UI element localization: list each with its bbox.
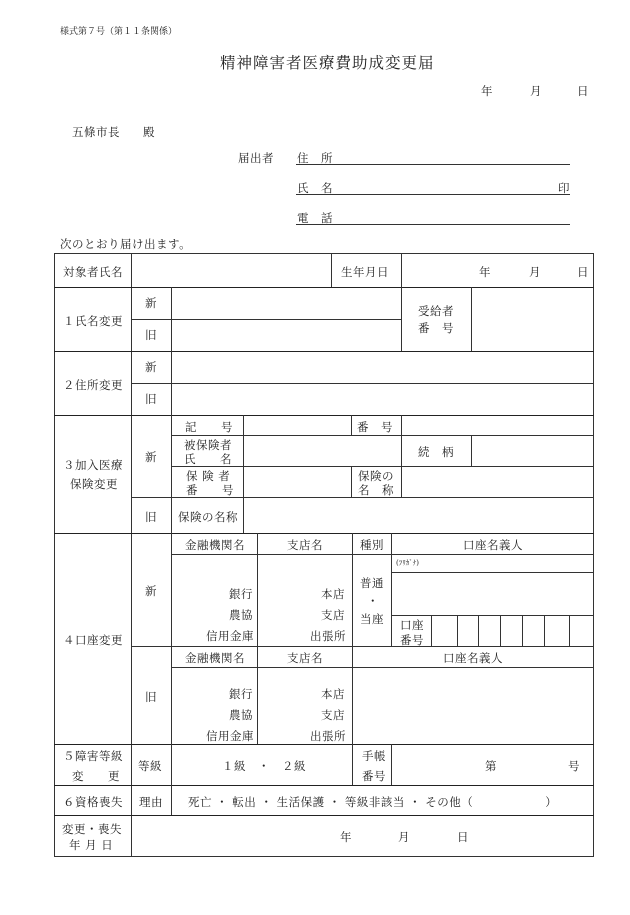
sec6-reasons: 死亡 ・ 転出 ・ 生活保護 ・ 等級非該当 ・ その他（ ） bbox=[188, 795, 558, 809]
sec1-new: 新 bbox=[145, 296, 157, 310]
dob-label: 生年月日 bbox=[341, 265, 389, 279]
sec5-book-suffix: 号 bbox=[568, 759, 580, 773]
sec4-old-bank-label: 金融機関名 bbox=[185, 651, 245, 665]
label-column-divider bbox=[131, 253, 132, 857]
change-date-month: 月 bbox=[398, 830, 410, 844]
dob-day: 日 bbox=[577, 265, 589, 279]
sec5-book-label-1: 手帳 bbox=[362, 749, 386, 763]
change-date-label-1: 変更・喪失 bbox=[62, 822, 122, 836]
applicant-label: 届出者 bbox=[238, 151, 274, 165]
sec4-holder-label: 口座名義人 bbox=[463, 538, 523, 552]
sec4-bank-label: 金融機関名 bbox=[185, 538, 245, 552]
sec4-new-bank-opt-3: 信用金庫 bbox=[206, 629, 254, 643]
sec4-acct-no-1: 口座 bbox=[400, 618, 424, 632]
sec2-new: 新 bbox=[145, 360, 157, 374]
sec4-old-bank-opt-2: 農協 bbox=[229, 708, 253, 722]
phone-field[interactable] bbox=[296, 224, 570, 225]
form-table bbox=[54, 253, 594, 857]
recipient-no-label-2: 番 号 bbox=[418, 321, 454, 335]
sec2-label: ２住所変更 bbox=[63, 378, 123, 392]
sec4-new-branch-opt-2: 支店 bbox=[321, 608, 345, 622]
sec4-branch-label: 支店名 bbox=[287, 538, 323, 552]
sec4-old-branch-opt-2: 支店 bbox=[321, 708, 345, 722]
change-date-day: 日 bbox=[457, 830, 469, 844]
sec5-label-1: ５障害等級 bbox=[63, 749, 123, 763]
sec4-new-bank-opt-2: 農協 bbox=[229, 608, 253, 622]
sec3-new: 新 bbox=[145, 450, 157, 464]
change-date-label-2: 年 月 日 bbox=[69, 838, 114, 852]
sec4-type-futsu: 普通 bbox=[360, 576, 384, 590]
addressee: 五條市長 bbox=[72, 125, 120, 139]
page-title: 精神障害者医療費助成変更届 bbox=[220, 54, 435, 72]
sec3-insurer-label-1: 保 険 者 bbox=[186, 469, 231, 483]
sec4-old: 旧 bbox=[145, 690, 157, 704]
sec1-old: 旧 bbox=[145, 328, 157, 342]
sec5-book-prefix: 第 bbox=[485, 759, 497, 773]
date-day-label: 日 bbox=[577, 84, 589, 98]
sec3-symbol-label: 記 号 bbox=[185, 420, 233, 434]
sec4-old-holder-label: 口座名義人 bbox=[443, 651, 503, 665]
sec3-relation-label: 続 柄 bbox=[418, 445, 454, 459]
sec3-old: 旧 bbox=[145, 510, 157, 524]
subject-name-label: 対象者氏名 bbox=[63, 265, 123, 279]
sec3-number-label: 番 号 bbox=[357, 420, 393, 434]
sec4-old-bank-opt-3: 信用金庫 bbox=[206, 729, 254, 743]
sec3-insured-label-1: 被保険者 bbox=[184, 438, 232, 452]
sec4-type-label: 種別 bbox=[360, 538, 384, 552]
address-label: 住 所 bbox=[297, 151, 333, 165]
address-field[interactable] bbox=[296, 164, 570, 165]
sec5-label-2: 変 更 bbox=[72, 769, 120, 783]
phone-label: 電 話 bbox=[297, 211, 333, 225]
sec3-label-2: 保険変更 bbox=[70, 477, 118, 491]
date-month-label: 月 bbox=[530, 84, 542, 98]
sec4-label: ４口座変更 bbox=[63, 633, 123, 647]
recipient-no-label-1: 受給者 bbox=[418, 304, 454, 318]
sec6-label: ６資格喪失 bbox=[63, 795, 123, 809]
change-date-year: 年 bbox=[340, 830, 352, 844]
sec4-new: 新 bbox=[145, 584, 157, 598]
sec4-new-branch-opt-3: 出張所 bbox=[310, 629, 346, 643]
sec4-type-dot: ・ bbox=[367, 594, 379, 608]
sec4-old-branch-opt-1: 本店 bbox=[321, 687, 345, 701]
name-field[interactable] bbox=[296, 194, 570, 195]
sec5-book-label-2: 番号 bbox=[362, 769, 386, 783]
sec4-old-branch-label: 支店名 bbox=[287, 651, 323, 665]
sec4-type-touza: 当座 bbox=[360, 612, 384, 626]
sec3-label-1: ３加入医療 bbox=[63, 458, 123, 472]
name-label: 氏 名 bbox=[297, 181, 333, 195]
date-year-label: 年 bbox=[481, 84, 493, 98]
sec3-ins-name-old-label: 保険の名称 bbox=[178, 510, 238, 524]
sec4-new-branch-opt-1: 本店 bbox=[321, 587, 345, 601]
sec2-old: 旧 bbox=[145, 392, 157, 406]
intro-text: 次のとおり届け出ます。 bbox=[60, 237, 192, 251]
form-number: 様式第７号（第１１条関係） bbox=[60, 27, 178, 37]
sec5-grade-options: １級 ・ ２級 bbox=[222, 759, 306, 773]
sec3-ins-name-label-1: 保険の bbox=[358, 469, 394, 483]
sec4-furigana: (ﾌﾘｶﾞﾅ) bbox=[396, 559, 419, 567]
sec5-grade-label: 等級 bbox=[138, 759, 162, 773]
sec4-acct-no-2: 番号 bbox=[400, 633, 424, 647]
sec3-ins-name-label-2: 名 称 bbox=[358, 483, 394, 497]
sec3-insurer-label-2: 番 号 bbox=[186, 483, 234, 497]
sec4-new-bank-opt-1: 銀行 bbox=[229, 587, 253, 601]
dob-year: 年 bbox=[479, 265, 491, 279]
sec4-old-bank-opt-1: 銀行 bbox=[229, 687, 253, 701]
sec1-label: １氏名変更 bbox=[63, 314, 123, 328]
seal-mark: 印 bbox=[558, 181, 570, 195]
sec3-insured-label-2: 氏 名 bbox=[184, 452, 232, 466]
dob-month: 月 bbox=[529, 265, 541, 279]
addressee-honorific: 殿 bbox=[143, 125, 155, 139]
sec6-reason-label: 理由 bbox=[139, 795, 163, 809]
sec4-old-branch-opt-3: 出張所 bbox=[310, 729, 346, 743]
